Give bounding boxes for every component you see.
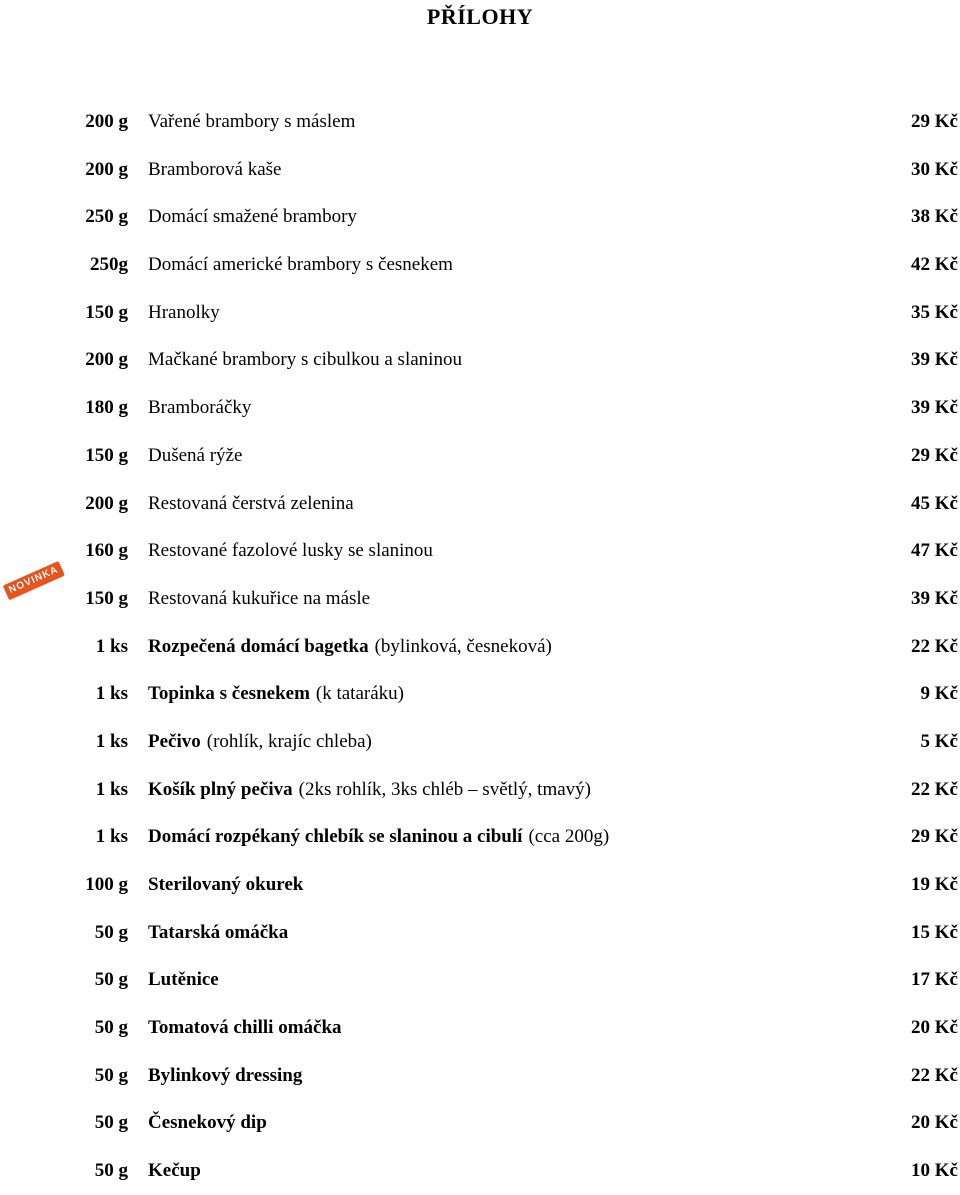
menu-item-row bbox=[0, 909, 960, 957]
item-quantity: 200 g bbox=[85, 349, 128, 371]
item-price: 22 Kč bbox=[911, 1064, 958, 1086]
item-quantity: 150 g bbox=[85, 587, 128, 609]
item-price: 15 Kč bbox=[911, 921, 958, 943]
item-price: 20 Kč bbox=[911, 1112, 958, 1134]
item-name-wrap bbox=[148, 718, 372, 766]
item-name-wrap bbox=[148, 384, 251, 432]
item-name-wrap bbox=[148, 527, 433, 575]
item-name-wrap bbox=[148, 909, 288, 957]
item-name-wrap bbox=[148, 241, 453, 289]
item-quantity: 250g bbox=[90, 254, 128, 276]
menu-item-row bbox=[0, 432, 960, 480]
item-name: Bramborová kaše bbox=[148, 158, 282, 180]
item-name: Vařené brambory s máslem bbox=[148, 111, 356, 132]
item-name-wrap bbox=[148, 766, 591, 814]
item-price: 39 Kč bbox=[911, 587, 958, 609]
item-note: (cca 200g) bbox=[528, 826, 610, 848]
item-name-wrap bbox=[148, 98, 355, 146]
item-quantity: 100 g bbox=[85, 874, 128, 895]
menu-item-row bbox=[0, 146, 960, 194]
item-price: 10 Kč bbox=[911, 1160, 958, 1182]
item-name: Tatarská omáčka bbox=[148, 921, 289, 943]
menu-item-row bbox=[0, 670, 960, 718]
item-price: 17 Kč bbox=[911, 969, 958, 991]
menu-item-row bbox=[0, 766, 960, 814]
item-quantity: 50 g bbox=[94, 1064, 128, 1086]
item-name-wrap bbox=[148, 146, 281, 194]
menu-item-row bbox=[0, 1004, 960, 1052]
item-name: Restovaná kukuřice na másle bbox=[148, 587, 371, 609]
item-name: Lutěnice bbox=[148, 969, 219, 991]
item-name: Mačkané brambory s cibulkou a slaninou bbox=[148, 349, 462, 371]
menu-list bbox=[0, 98, 960, 1195]
item-price: 39 Kč bbox=[911, 349, 958, 371]
menu-item-row bbox=[0, 564, 960, 623]
item-quantity: 250 g bbox=[85, 206, 128, 228]
item-name-wrap bbox=[148, 193, 357, 241]
item-name: Tomatová chilli omáčka bbox=[148, 1017, 342, 1039]
item-name-wrap bbox=[148, 623, 552, 671]
item-quantity: 50 g bbox=[94, 921, 128, 943]
page-title: PŘÍLOHY bbox=[426, 4, 534, 29]
item-name: Domácí americké brambory s česnekem bbox=[148, 254, 453, 276]
menu-item-row bbox=[0, 193, 960, 241]
item-name-wrap bbox=[148, 1052, 302, 1100]
item-quantity: 150 g bbox=[85, 301, 128, 323]
item-name: Restované fazolové lusky se slaninou bbox=[148, 540, 433, 562]
item-price: 29 Kč bbox=[911, 444, 958, 466]
item-name-wrap bbox=[148, 432, 242, 480]
menu-item-row bbox=[0, 1147, 960, 1195]
item-name-wrap bbox=[148, 1099, 267, 1147]
item-quantity: 150 g bbox=[85, 444, 128, 466]
item-price: 42 Kč bbox=[911, 254, 958, 276]
menu-item-row bbox=[0, 861, 960, 909]
item-name: Restovaná čerstvá zelenina bbox=[148, 492, 354, 514]
item-name: Rozpečená domácí bagetka bbox=[148, 635, 369, 657]
menu-item-row bbox=[0, 98, 960, 146]
item-price: 29 Kč bbox=[911, 111, 958, 132]
menu-item-row bbox=[0, 527, 960, 575]
menu-item-row bbox=[0, 623, 960, 671]
item-name: Pečivo bbox=[148, 730, 201, 752]
item-name: Topinka s česnekem bbox=[148, 683, 310, 705]
menu-item-row bbox=[0, 813, 960, 861]
item-name: Kečup bbox=[148, 1160, 201, 1182]
menu-item-row bbox=[0, 384, 960, 432]
menu-item-row bbox=[0, 718, 960, 766]
item-price: 39 Kč bbox=[911, 397, 958, 419]
menu-item-row bbox=[0, 956, 960, 1004]
item-price: 29 Kč bbox=[911, 826, 958, 848]
item-note: (bylinková, česneková) bbox=[374, 635, 552, 657]
menu-item-row bbox=[0, 1099, 960, 1147]
item-price: 5 Kč bbox=[920, 730, 958, 752]
item-quantity: 200 g bbox=[85, 492, 128, 514]
item-quantity: 1 ks bbox=[95, 826, 128, 848]
new-item-badge: NOVINKA bbox=[3, 561, 65, 600]
item-name: Domácí smažené brambory bbox=[148, 206, 357, 228]
menu-item-row bbox=[0, 241, 960, 289]
item-price: 45 Kč bbox=[911, 492, 958, 514]
item-quantity: 1 ks bbox=[95, 778, 128, 800]
item-name-wrap bbox=[148, 861, 303, 909]
item-price: 35 Kč bbox=[911, 301, 958, 323]
item-name-wrap bbox=[148, 480, 354, 528]
item-name: Dušená rýže bbox=[148, 444, 243, 466]
item-note: (2ks rohlík, 3ks chléb – světlý, tmavý) bbox=[298, 778, 592, 800]
item-price: 47 Kč bbox=[911, 540, 958, 562]
item-quantity: 180 g bbox=[85, 397, 128, 419]
item-name-wrap bbox=[148, 289, 220, 337]
menu-item-row bbox=[0, 336, 960, 384]
item-quantity: 50 g bbox=[94, 1017, 128, 1039]
menu-item-row bbox=[0, 1052, 960, 1100]
item-quantity: 1 ks bbox=[95, 683, 128, 705]
item-name-wrap bbox=[148, 813, 609, 861]
item-price: 22 Kč bbox=[911, 778, 958, 800]
item-name-wrap bbox=[148, 1004, 342, 1052]
item-name: Hranolky bbox=[148, 301, 220, 323]
item-name-wrap bbox=[148, 336, 462, 384]
item-price: 38 Kč bbox=[911, 206, 958, 228]
item-quantity: 160 g bbox=[85, 540, 128, 562]
item-name: Sterilovaný okurek bbox=[148, 874, 304, 895]
item-name: Domácí rozpékaný chlebík se slaninou a cibulí bbox=[148, 826, 523, 848]
item-name-wrap bbox=[148, 575, 370, 623]
item-name: Česnekový dip bbox=[148, 1112, 267, 1134]
item-quantity: 200 g bbox=[85, 111, 128, 132]
item-quantity: 200 g bbox=[85, 158, 128, 180]
item-note: (k tataráku) bbox=[315, 683, 404, 705]
item-name: Košík plný pečiva bbox=[148, 778, 293, 800]
item-name-wrap bbox=[148, 1147, 201, 1195]
item-price: 30 Kč bbox=[911, 158, 958, 180]
item-name-wrap bbox=[148, 670, 404, 718]
item-price: 9 Kč bbox=[920, 683, 958, 705]
menu-item-row bbox=[0, 289, 960, 337]
item-note: (rohlík, krajíc chleba) bbox=[206, 730, 372, 752]
item-price: 22 Kč bbox=[911, 635, 958, 657]
item-quantity: 1 ks bbox=[95, 635, 128, 657]
item-quantity: 50 g bbox=[94, 969, 128, 991]
item-quantity: 1 ks bbox=[95, 730, 128, 752]
item-name: Bramboráčky bbox=[148, 397, 252, 419]
menu-item-row bbox=[0, 480, 960, 528]
item-quantity: 50 g bbox=[94, 1112, 128, 1134]
item-price: 20 Kč bbox=[911, 1017, 958, 1039]
item-price: 19 Kč bbox=[911, 874, 958, 895]
item-name: Bylinkový dressing bbox=[148, 1064, 303, 1086]
item-quantity: 50 g bbox=[94, 1160, 128, 1182]
item-name-wrap bbox=[148, 956, 219, 1004]
